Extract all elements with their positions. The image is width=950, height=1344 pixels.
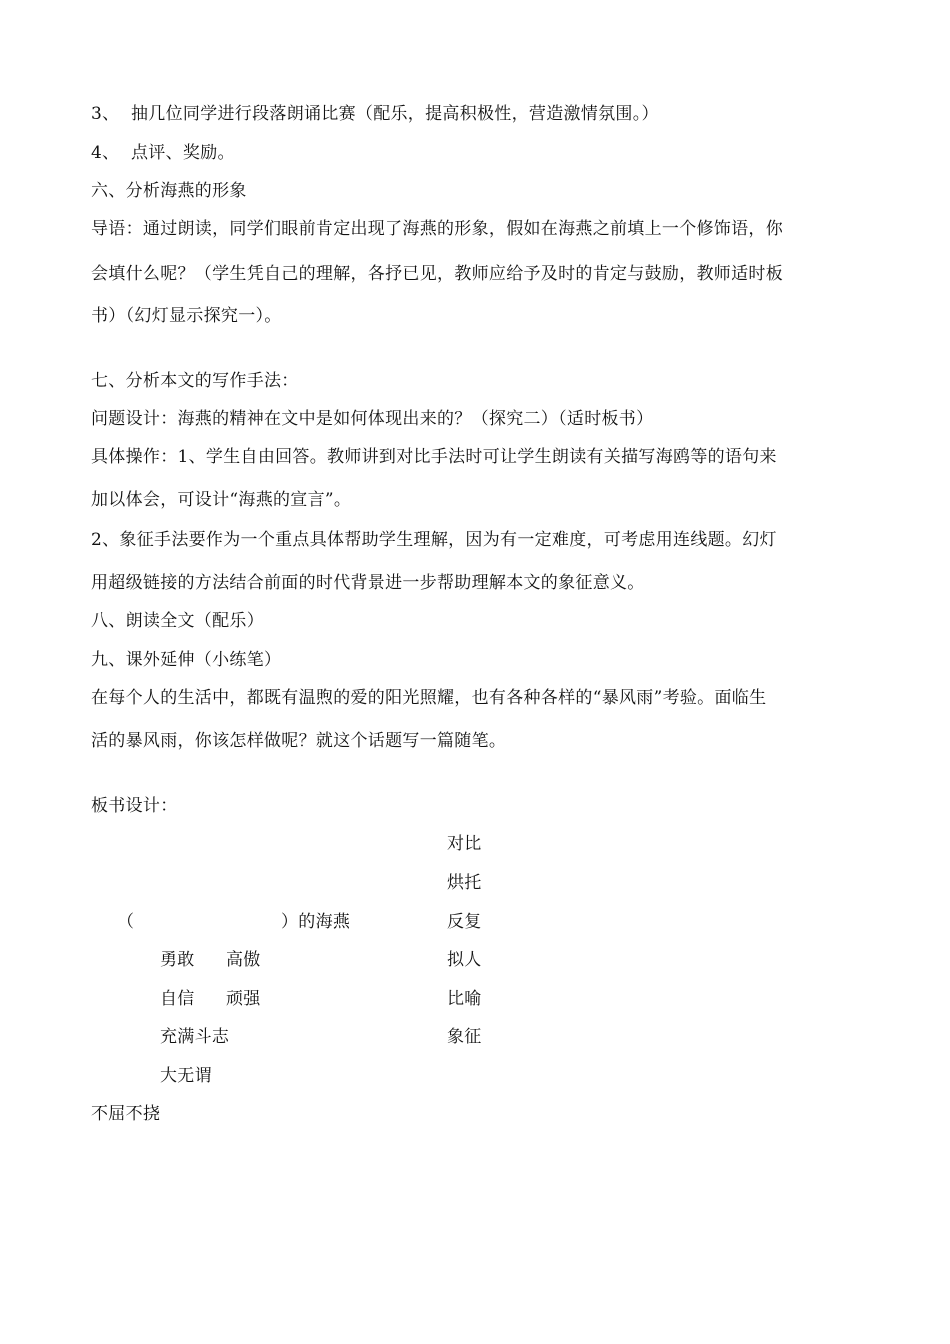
trait-fearless: 大无谓 [160, 1066, 212, 1086]
trait-courage: 勇敢 [160, 950, 195, 970]
board-open-paren: （ [117, 912, 135, 932]
list-item-3 [91, 104, 659, 124]
technique-repetition: 反复 [447, 912, 482, 932]
section-6-line-1: 导语：通过朗读，同学们眼前肯定出现了海燕的形象，假如在海燕之前填上一个修饰语，你 [91, 219, 783, 239]
section-7-op-line-1: 具体操作：1、学生自由回答。教师讲到对比手法时可让学生朗读有关描写海鸥等的语句来 [91, 447, 777, 467]
technique-contrast: 对比 [447, 834, 482, 854]
list-item-4 [91, 143, 235, 163]
section-7-point2-line-1: 2、象征手法要作为一个重点具体帮助学生理解，因为有一定难度，可考虑用连线题。幻灯 [91, 530, 777, 550]
section-7-heading: 七、分析本文的写作手法： [91, 371, 299, 391]
item-number: 4、 [91, 143, 120, 163]
section-7-question: 问题设计：海燕的精神在文中是如何体现出来的？（探究二）（适时板书） [91, 409, 654, 429]
trait-pride: 高傲 [226, 950, 261, 970]
trait-tenacity: 顽强 [226, 989, 261, 1009]
trait-unyielding: 不屈不挠 [91, 1104, 161, 1124]
board-title: 板书设计： [91, 796, 178, 816]
trait-fighting-spirit: 充满斗志 [160, 1027, 230, 1047]
item-number: 3、 [91, 104, 120, 124]
item-text: 点评、奖励。 [131, 143, 235, 163]
section-6-heading: 六、分析海燕的形象 [91, 181, 247, 201]
board-close-label: ）的海燕 [281, 912, 351, 932]
trait-confidence: 自信 [160, 989, 195, 1009]
technique-symbolism: 象征 [447, 1027, 482, 1047]
technique-foil: 烘托 [447, 873, 482, 893]
section-9-line-2: 活的暴风雨，你该怎样做呢？就这个话题写一篇随笔。 [91, 731, 507, 751]
technique-personification: 拟人 [447, 950, 482, 970]
technique-metaphor: 比喻 [447, 989, 482, 1009]
section-8-heading: 八、朗读全文（配乐） [91, 611, 264, 631]
section-7-op-line-2: 加以体会，可设计“海燕的宣言”。 [91, 490, 352, 510]
section-7-point2-line-2: 用超级链接的方法结合前面的时代背景进一步帮助理解本文的象征意义。 [91, 573, 645, 593]
section-6-line-3: 书）（幻灯显示探究一）。 [91, 306, 282, 326]
item-text: 抽几位同学进行段落朗诵比赛（配乐，提高积极性，营造激情氛围。） [131, 104, 659, 124]
section-6-line-2: 会填什么呢？（学生凭自己的理解，各抒已见，教师应给予及时的肯定与鼓励，教师适时板 [91, 264, 783, 284]
section-9-line-1: 在每个人的生活中，都既有温煦的爱的阳光照耀，也有各种各样的“暴风雨”考验。面临生 [91, 688, 767, 708]
section-9-heading: 九、课外延伸（小练笔） [91, 650, 282, 670]
